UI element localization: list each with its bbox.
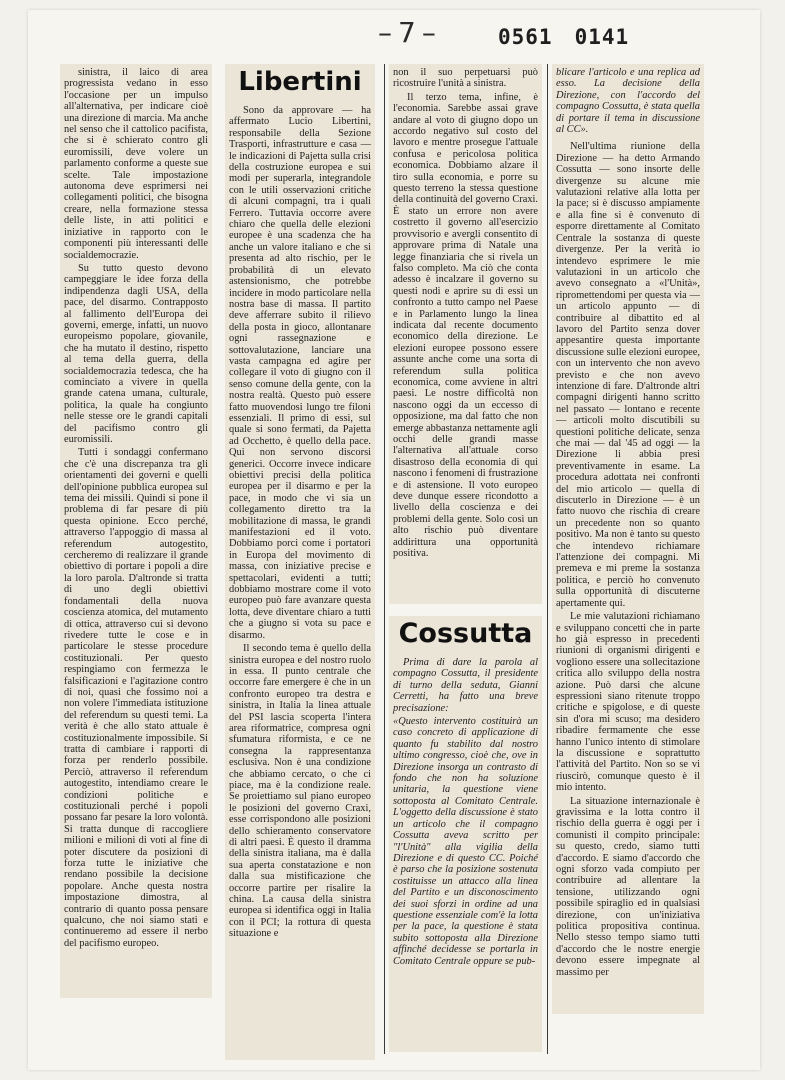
- paragraph: Nell'ultima riunione della Direzione — ha detto Armando Cossutta — sono insorte delle divergenze su alcune mie valutazioni relative alla lotta per la pace; si è discusso ampiamente e alla fine si è convenuto di esporre direttamente al Comitato Centrale la sostanza di queste divergenze. Per la verità io intendevo esprimere le mie valutazioni in un articolo che avevo consegnato a «l'Unità», ripromettendomi per questa via — un articolo appunto — di contribuire al dibattito ed al lavoro del Partito senza dover appesantire questa importante discussione sulle elezioni europee, con un intervento che non avevo previsto e che non avevo intenzione di fare. D'altronde altri compagni dirigenti hanno scritto nel passato — lontano e recente — articoli molto discutibili su questioni politiche delicate, senza che mai — dal '45 ad oggi — la Direzione li abbia presi preventivamente in esame. La procedura adottata nei confronti del mio articolo — quella di discuterlo in Direzione — è un fatto nuovo che rischia di creare un precedente non so quanto positivo. Ma non è tanto su questo che intendevo richiamare l'attenzione dei compagni. Mi premeva e mi preme la sostanza politica, e perciò ho convenuto sulla opportunità di discuterne apertamente qui.: [556, 141, 700, 609]
- archive-code-part-1: 0561: [498, 25, 553, 49]
- paragraph: Tutti i sondaggi confermano che c'è una discrepanza tra gli orientamenti dei governi e quelli dell'opinione pubblica europea sul tema dei missili. Quindi si pone il problema di far pesare di più questa opinione. Ecco perché, attraverso l'appoggio di massa al referendum autogestito, cercheremo di realizzare il grande obiettivo di portare i popoli a dire la loro parola. D'altronde si tratta di uno degli obiettivi fondamentali della nuova coscienza atomica, del mutamento di ottica, attraverso cui si devono rivedere tutte le cose e in particolare le stesse procedure costituzionali. Per questo respingiamo con fermezza le falsificazioni e l'agitazione contro di noi, quasi che fossimo noi a non volere l'immediata istituzione del referendum su questi temi. La verità è che allo stato attuale è costituzionalmente impossibile. Si tratta di cambiare i rapporti di forza per renderlo possibile. Perciò, attraverso il referendum autogestito, intendiamo creare le condizioni politiche e costituzionali perché i popoli possano far pesare la loro volontà. Si tratta dunque di raccogliere milioni e milioni di voti al fine di poter discutere da posizioni di forza tutte le iniziative che rendano possibile la decisione popolare. Anche questa nostra impostazione dimostra, al contrario di quanto possa pensare qualcuno, che noi siamo stati e continueremo ad essere il nerbo del pacifismo europeo.: [64, 447, 208, 949]
- headline-libertini: Libertini: [238, 67, 362, 97]
- page-number: – 7 –: [378, 16, 436, 49]
- paragraph: Il secondo tema è quello della sinistra europea e del nostro ruolo in essa. Il punto centrale che occorre fare emergere è che in un confronto europeo tra destra e sinistra, in Italia la linea attuale del PSI lascia scoperta l'intera area riformatrice, compresa ogni sfumatura riformista, e ce ne consegna la rappresentanza esclusiva. Non è una condizione che abbiamo cercato, o che ci piace, ma è la condizione reale. Se proiettiamo sul piano europeo le posizioni del governo Craxi, esse corrispondono alle posizioni dello schieramento conservatore di altri paesi. È questo il dramma della sinistra italiana, ma è dalla sua aperta constatazione e non dalla sua mistificazione che occorre partire per risalire la china. La causa della sinistra europea si identifica oggi in Italia con il PCI; la rottura di questa situazione e: [229, 643, 371, 940]
- article-column-2: [225, 64, 375, 1060]
- article-column-5: [552, 64, 704, 1014]
- column-rule: [384, 64, 385, 1054]
- article-column-3: [389, 64, 542, 604]
- intro-paragraph: blicare l'articolo e una replica ad esso. La decisione della Direzione, con l'accordo del compagno Cossutta, è stata quella di portare il tema in discussione al CC».: [556, 67, 700, 136]
- editorial-intro-continued: [556, 67, 700, 135]
- headline-cossutta: Cossutta: [398, 618, 533, 649]
- paragraph: sinistra, il laico di area progressista vedano in esso l'occasione per un impulso all'alternativa, per indicare cioè una direzione di marcia. Ma anche nel senso che il cattolico pacifista, che si è schierato contro gli euromissili, deve volere un parlamento conforme a queste sue scelte. Tale impostazione autonoma deve esprimersi nei collegamenti politici, che bisogna creare, nella formazione stessa delle liste, in atti politici e iniziative in rapporto con le componenti più interessanti delle socialdemocrazie.: [64, 67, 208, 261]
- article-column-1: [60, 64, 212, 998]
- article-column-4: [389, 616, 542, 1052]
- archive-code-part-2: 0141: [574, 25, 630, 49]
- paragraph: non il suo perpetuarsi può ricostruire l'unità a sinistra.: [393, 67, 538, 90]
- paragraph: Su tutto questo devono campeggiare le idee forza della indipendenza dagli USA, della pace, del disarmo. Contrapposto al fallimento dell'Europa dei governi, emerge, infatti, un nuovo europeismo popolare, giovanile, che ha mutato il destino, rispetto al tema della guerra, della socialdemocrazia tedesca, che ha cominciato a vivere in quella grande catena umana, culturale, politica, la quale ha congiunto nelle stesse ore le grandi capitali del pacifismo contro gli euromissili.: [64, 262, 208, 445]
- archive-stamp: [498, 25, 629, 49]
- page-number-value: 7: [398, 16, 416, 49]
- paragraph: Il terzo tema, infine, è l'economia. Sarebbe assai grave andare al voto di giugno dopo un accordo negativo sul costo del lavoro e mentre prosegue l'attuale confusa e pericolosa politica economica. Dobbiamo alzare il tiro sulla economia, e porre su questo terreno la stessa questione della continuità del governo Craxi. È stato un errore non avere costretto il governo all'esercizio provvisorio e avergli consentito di approvare prima di Natale una legge finanziaria che si rivela un falso completo. Ma ciò che conta adesso è incalzare il governo su questi nodi e aprire su di essi un confronto a tutto campo nel Paese e in Parlamento lungo la linea indicata dal recente documento economico della direzione. Le elezioni europee possono essere assunte anche come una sorta di referendum sulla politica economica, come avviene in altri paesi. Le nostre difficoltà non nascono oggi da un eccesso di opposizione, ma dal fatto che non emerge abbastanza nettamente agli occhi delle grandi masse l'alternativa all'attuale corso disastroso della economia di qui nascono i fenomeni di frustrazione e di astensione. Il voto europeo deve dunque essere ricondotto a livello della coscienza e dei problemi della gente. Solo così un alto rischio può diventare addirittura una opportunità positiva.: [393, 91, 538, 560]
- paragraph: La situazione internazionale è gravissima e la lotta contro il rischio della guerra è oggi per i comunisti il compito principale: su questo, credo, siamo tutti d'accordo. E siamo d'accordo che ogni sforzo vada compiuto per contribuire ad allentare la tensione, utilizzando ogni possibile spiraglio ed in qualsiasi direzione, con un'iniziativa politica propositiva continua. Nello stesso tempo siamo tutti d'accordo che le nostre energie devono essere impegnate al massimo per: [556, 795, 700, 978]
- paragraph: Sono da approvare — ha affermato Lucio Libertini, responsabile della Sezione Trasporti, infrastrutture e casa — le indicazioni di Pajetta sulla crisi della costruzione europea e sui modi per superarla, integrandole con le utili osservazioni critiche di alcuni compagni, tra i quali Ferrero. Tuttavia occorre avere chiaro che quella delle elezioni europee è una scadenza che ha anche un valore italiano e che si presenta ad alto rischio, per le probabilità di un elevato astensionismo, che potrebbe incidere in modo particolare nella nostra base di massa. Il partito deve afferrare subito il rilievo della posta in gioco, allontanare ogni rassegnazione e sottovalutazione, lanciare una vasta campagna ed agire per collegare il voto di giugno con il senso comune della gente, con la nostra realtà. Questo può essere fatto muovendosi lungo tre filoni essenziali. Il primo di essi, sul quale si sono fermati, da Pajetta ad Occhetto, è quello della pace. Qui non servono discorsi generici. Occorre invece indicare obiettivi precisi della politica europea per il disarmo e per la pace, in modo che vi sia un collegamento diretto tra la mobilitazione di massa, le grandi manifestazioni ed il voto. Dobbiamo porci come i portatori in Europa del movimento di massa, con iniziative precise e spettacolari, evidenti a tutti; dobbiamo mostrare come il voto europeo può fare avanzare questa lotta, deve diventare chiaro a tutti che a giugno si vota su pace e disarmo.: [229, 105, 371, 641]
- editorial-intro: [393, 657, 538, 967]
- paragraph: Le mie valutazioni richiamano e sviluppano concetti che in parte ho già espresso in precedenti riunioni di organismi dirigenti e vogliono essere una sollecitazione critica allo sviluppo della nostra azione. Può darsi che alcune espressioni siano ritenute troppo critiche e spigolose, e di queste sin d'ora mi scuso; ma desidero ribadire fermamente che esse hanno l'unico intento di stimolare la discussione e soprattutto l'attività del Partito. Non so se vi riuscirò, comunque questo è il mio intento.: [556, 611, 700, 794]
- intro-paragraph: Prima di dare la parola al compagno Cossutta, il presidente di turno della seduta, Gianni Cerretti, ha fatto una breve precisazione:: [393, 657, 538, 714]
- column-rule: [547, 64, 548, 1054]
- intro-paragraph: «Questo intervento costituirà un caso concreto di applicazione di quanto fu stabilito dal nostro ultimo congresso, cioè che, ove in Direzione insorga un contrasto di fondo che non ha soluzione unitaria, la questione viene sottoposta al Comitato Centrale. L'oggetto della discussione è stato un articolo che il compagno Cossutta aveva scritto per "l'Unità" alla vigilia della Direzione e di questo CC. Poiché è parso che la posizione sostenuta costituisse un attacco alla linea del Partito e un disconoscimento dei suoi sforzi in ordine ad una questione essenziale com'è la lotta per la pace, la questione è stata subito sottoposta alla Direzione affinché decidesse se portarla in Comitato Centrale oppure se pub-: [393, 716, 538, 967]
